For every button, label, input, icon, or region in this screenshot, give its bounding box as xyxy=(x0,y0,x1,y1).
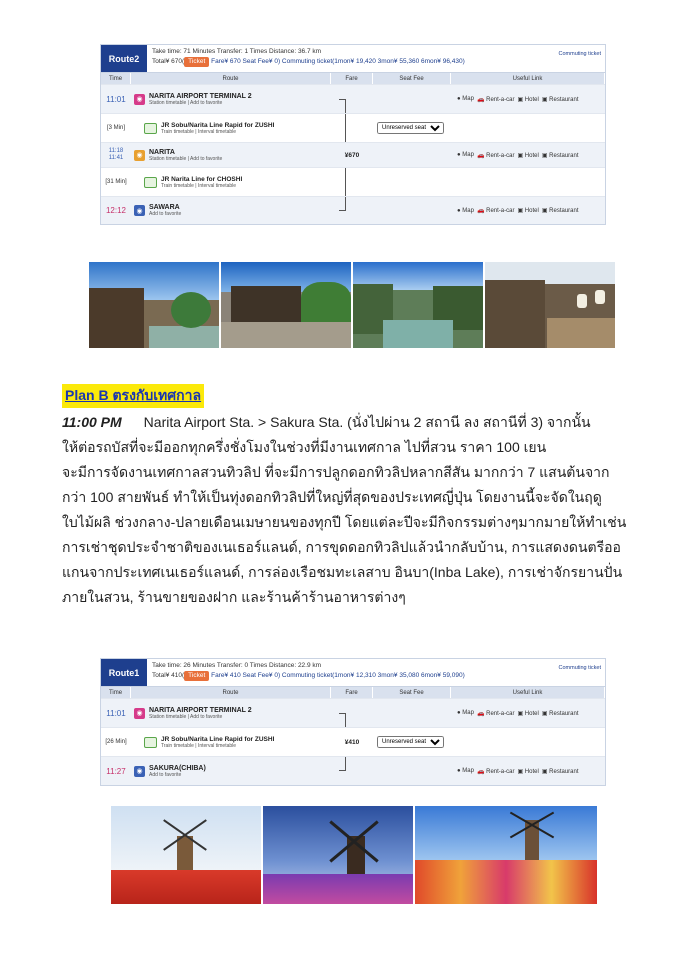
tulip-photo-strip xyxy=(111,806,597,904)
timetable-links[interactable]: Train timetable | Interval timetable xyxy=(161,182,237,189)
rent-a-car-link: 🚗 Rent-a-car xyxy=(476,768,515,775)
station-row: 11:01 ◉ NARITA AIRPORT TERMINAL 2 Station timetable | Add to favorite ● Map 🚗 Rent-a-car ▣ Hotel ▣ Restaurant xyxy=(101,84,605,113)
plan-time: 11:00 PM xyxy=(62,414,122,430)
station-row: 12:12 ◉ SAWARA Add to favorite ● Map 🚗 Rent-a-car ▣ Hotel ▣ Restaurant xyxy=(101,196,605,224)
route-summary: Take time: 26 Minutes Transfer: 0 Times Distance: 22.9 km Total¥ 410( Ticket Fare¥ 410 Seat Fee¥ 0) Commuting ticket(1mon¥ 12,310 3mon¥ 35,080 6mon¥ 59,090) xyxy=(152,662,465,679)
plan-heading: Plan B ตรงกับเทศกาล xyxy=(62,384,204,408)
restaurant-link: ▣ Restaurant xyxy=(541,96,579,103)
station-row: 11:27 ◉ SAKURA(CHIBA) Add to favorite ● Map 🚗 Rent-a-car ▣ Hotel ▣ Restaurant xyxy=(101,756,605,785)
segment-row: [3 Min] JR Sobu/Narita Line Rapid for ZUSHI Train timetable | Interval timetable Unreserved seat xyxy=(101,113,605,142)
station-icon: ◉ xyxy=(134,708,145,719)
station-icon: ◉ xyxy=(134,766,145,777)
station-row: 11:18 11:41 ◉ NARITA Station timetable | Add to favorite ¥670 ● Map 🚗 Rent-a-car ▣ Hotel ▣ Restaurant xyxy=(101,142,605,167)
sawara-photo-strip xyxy=(89,262,615,348)
restaurant-link: ▣ Restaurant xyxy=(541,710,579,717)
station-links[interactable]: Station timetable | Add to favorite xyxy=(149,713,223,720)
useful-links[interactable] xyxy=(451,85,605,113)
useful-links[interactable] xyxy=(451,197,605,224)
train-icon xyxy=(144,737,157,748)
station-links[interactable]: Add to favorite xyxy=(149,771,182,778)
seat-select[interactable] xyxy=(377,736,444,748)
train-icon xyxy=(144,177,157,188)
ticket-badge[interactable]: Ticket xyxy=(184,57,209,67)
station-links[interactable]: Station timetable | Add to favorite xyxy=(149,99,223,106)
restaurant-link: ▣ Restaurant xyxy=(541,768,579,775)
route-summary: Take time: 71 Minutes Transfer: 1 Times Distance: 36.7 km Total¥ 670( Ticket Fare¥ 670 Seat Fee¥ 0) Commuting ticket(1mon¥ 19,420 3mon¥ 55,360 6mon¥ 96,430) xyxy=(152,48,465,65)
commuting-ticket-link[interactable]: Commuting ticket xyxy=(558,665,601,671)
table-header: Time Route Fare Seat Fee Useful Link xyxy=(101,73,605,84)
photo-canal-street xyxy=(89,262,219,348)
photo-windmill-field xyxy=(111,806,261,904)
timetable-links[interactable]: Train timetable | Interval timetable xyxy=(161,742,237,749)
station-icon: ◉ xyxy=(134,150,145,161)
rent-a-car-link: 🚗 Rent-a-car xyxy=(476,710,515,717)
table-header: Time Route Fare Seat Fee Useful Link xyxy=(101,687,605,698)
hotel-link: ▣ Hotel xyxy=(517,152,539,159)
commuting-ticket-link[interactable]: Commuting ticket xyxy=(558,51,601,57)
restaurant-link: ▣ Restaurant xyxy=(541,152,579,159)
rent-a-car-link: 🚗 Rent-a-car xyxy=(476,152,515,159)
seat-select[interactable] xyxy=(377,122,444,134)
useful-links[interactable] xyxy=(451,143,605,167)
station-icon: ◉ xyxy=(134,94,145,105)
hotel-link: ▣ Hotel xyxy=(517,710,539,717)
map-link: ● Map xyxy=(457,710,474,716)
station-row: 11:01 ◉ NARITA AIRPORT TERMINAL 2 Station timetable | Add to favorite ● Map 🚗 Rent-a-car ▣ Hotel ▣ Restaurant xyxy=(101,698,605,727)
map-link: ● Map xyxy=(457,152,474,158)
depart-time: 11:01 xyxy=(106,94,126,104)
photo-river-bridge xyxy=(353,262,483,348)
rent-a-car-link: 🚗 Rent-a-car xyxy=(476,208,515,214)
photo-windmill-sunset xyxy=(263,806,413,904)
map-link: ● Map xyxy=(457,207,474,214)
timetable-links[interactable]: Train timetable | Interval timetable xyxy=(161,128,237,135)
plan-description: 11:00 PM Narita Airport Sta. > Sakura Sta. (นั่งไปผ่าน 2 สถานี ลง สถานีที่ 3) จากนั้น ให้ต่อรถบัสที่จะมีออกทุกครึ่งชั่งโมงในช่วงที่มีงานเทศกาล ไปที่สวน ราคา 100 เยน จะมีการจัดงานเทศกาลสวนทิวลิป ที่จะมีการปลูกดอกทิวลิปหลากสีสัน มากกว่า 7 แสนต้นจาก กว่า 100 สายพันธ์ ทำให้เป็นทุ่งดอกทิวลิปที่ใหญ่ที่สุดของประเทศญี่ปุ่น โดยงานนี้จะจัดในฤดู ใบไม้ผลิ ช่วงกลาง-ปลายเดือนเมษายนของทุกปี โดยแต่ละปีจะมีกิจกรรมต่างๆมากมายให้ทำเช่น การเช่าชุดประจำชาติของเนเธอร์แลนด์, การขุดดอกทิวลิปแล้วนำกลับบ้าน, การแสดงดนตรีออ แกนจากประเทศเนเธอร์แลนด์, การล่องเรือชมทะเลสาบ อินบา(Inba Lake), การเช่าจักรยานปั่น ภายในสวน, ร้านขายของฝาก และร้านค้าร้านอาหารต่างๆ xyxy=(62,414,627,605)
segment-row: [26 Min] JR Sobu/Narita Line Rapid for ZUSHI Train timetable | Interval timetable ¥410 Unreserved seat xyxy=(101,727,605,756)
route-tag: Route2 xyxy=(101,45,147,72)
photo-old-house xyxy=(221,262,351,348)
route1-panel xyxy=(100,658,606,786)
restaurant-link: ▣ Restaurant xyxy=(541,208,579,214)
fare-value: ¥670 xyxy=(344,151,360,159)
hotel-link: ▣ Hotel xyxy=(517,96,539,103)
route2-panel xyxy=(100,44,606,225)
rent-a-car-link: 🚗 Rent-a-car xyxy=(476,96,515,103)
useful-links[interactable] xyxy=(451,757,605,785)
photo-shop-lanterns xyxy=(485,262,615,348)
segment-row: [31 Min] JR Narita Line for CHOSHI Train timetable | Interval timetable xyxy=(101,167,605,196)
station-links[interactable]: Add to favorite xyxy=(149,211,182,217)
ticket-badge[interactable]: Ticket xyxy=(184,671,209,681)
map-link: ● Map xyxy=(457,768,474,774)
train-icon xyxy=(144,123,157,134)
map-link: ● Map xyxy=(457,96,474,102)
station-links[interactable]: Station timetable | Add to favorite xyxy=(149,155,223,162)
hotel-link: ▣ Hotel xyxy=(517,208,539,214)
fare-value: ¥410 xyxy=(344,738,360,746)
station-icon: ◉ xyxy=(134,205,145,216)
route-tag: Route1 xyxy=(101,659,147,686)
photo-tulip-carpet xyxy=(415,806,597,904)
hotel-link: ▣ Hotel xyxy=(517,768,539,775)
useful-links[interactable] xyxy=(451,699,605,727)
